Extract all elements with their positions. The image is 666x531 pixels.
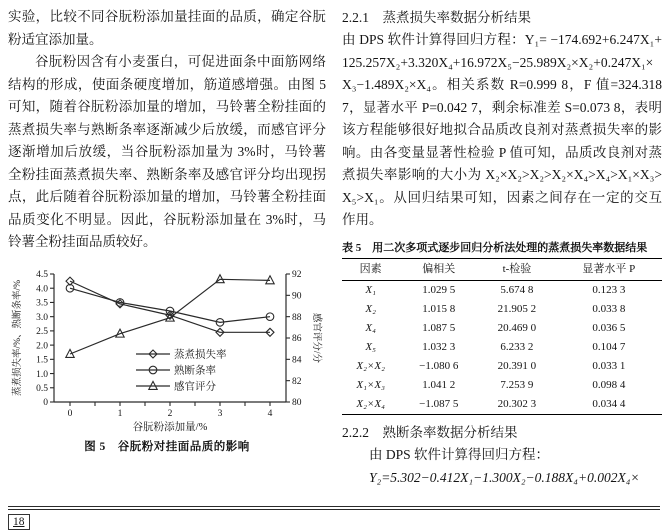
section-2-2-1-heading: 2.2.1 蒸煮损失率数据分析结果	[342, 10, 531, 25]
table-cell: 1.029 5	[422, 283, 456, 296]
svg-text:82: 82	[292, 376, 302, 387]
table-row	[342, 376, 662, 395]
svg-text:2.0: 2.0	[36, 340, 48, 351]
svg-text:1.0: 1.0	[36, 369, 48, 380]
table-cell: X₂×X₄	[356, 397, 385, 410]
table-row	[342, 357, 662, 376]
svg-text:88: 88	[292, 312, 302, 323]
left-column	[8, 6, 326, 531]
svg-text:3: 3	[217, 408, 223, 419]
table-row	[342, 300, 662, 319]
table-header-cell: 因素	[342, 258, 399, 280]
table-cell: 7.253 9	[500, 378, 534, 391]
paragraph-continued: 实验，比较不同谷朊粉添加量挂面的品质，确定谷朊粉适宜添加量。	[8, 9, 326, 47]
table-5-caption: 表 5 用二次多项式逐步回归分析法处理的蒸煮损失率数据结果	[342, 241, 648, 254]
equation-y2: Y₂=5.302−0.412X₁−1.300X₂−0.188X₄+0.002X₄×	[369, 470, 640, 485]
table-cell: −1.080 6	[419, 359, 459, 372]
table-cell: 0.034 4	[592, 397, 626, 410]
table-cell: −1.087 5	[419, 397, 459, 410]
section-2-2-2-heading: 2.2.2 熟断条率数据分析结果	[342, 424, 518, 440]
table-row	[342, 338, 662, 357]
table-cell: 0.123 3	[592, 283, 626, 296]
table-row	[342, 280, 662, 300]
table-cell: 1.032 3	[422, 340, 456, 353]
svg-text:3.5: 3.5	[36, 298, 48, 309]
svg-text:80: 80	[292, 397, 302, 408]
paragraph-gluten-discussion: 谷朊粉因含有小麦蛋白，可促进面条中面筋网络结构的形成，使面条硬度增加，筋道感增强。由图 5 可知，随着谷朊粉添加量的增加，马铃薯全粉挂面的蒸煮损失率与熟断条率逐渐减少后放缓，而感官评分逐渐增加后放缓，当谷朊粉添加量为 3%时，马铃薯全粉挂面蒸煮损失率、熟断条率及感官评分均出现拐点，此后随着谷朊粉添加量的增加，马铃薯全粉挂面品质变化不明显。因此，谷朊粉添加量在 3%时，马铃薯全粉挂面品质较好。	[8, 54, 326, 249]
svg-text:92: 92	[292, 269, 302, 280]
table-header-cell: t-检验	[478, 258, 555, 280]
table-cell: X₄	[365, 321, 376, 334]
table-cell: 20.469 0	[497, 321, 537, 334]
table-cell: 0.098 4	[592, 378, 626, 391]
table-cell: 0.033 8	[592, 302, 626, 315]
right-column	[342, 6, 662, 531]
figure-5	[8, 262, 326, 454]
table-header-cell: 显著水平 P	[556, 258, 662, 280]
svg-text:0: 0	[43, 397, 48, 408]
table-cell: 20.302 3	[497, 397, 537, 410]
table-5	[342, 258, 662, 415]
paragraph-regression-intro: 由 DPS 软件计算得回归方程：	[369, 446, 550, 462]
table-cell: 1.041 2	[422, 378, 456, 391]
figure-5-caption: 图 5 谷朊粉对挂面品质的影响	[84, 440, 250, 453]
svg-text:0: 0	[67, 408, 73, 419]
footer-rule	[8, 506, 660, 510]
svg-text:0.5: 0.5	[36, 383, 48, 394]
svg-text:蒸煮损失率: 蒸煮损失率	[174, 349, 227, 361]
figure-5-svg	[8, 262, 324, 434]
table-header-cell: 偏相关	[399, 258, 478, 280]
svg-text:4.5: 4.5	[36, 269, 48, 280]
page-number	[8, 514, 30, 530]
svg-text:熟断条率: 熟断条率	[174, 365, 216, 377]
table-cell: 0.033 1	[592, 359, 626, 372]
svg-text:谷朊粉添加量/%: 谷朊粉添加量/%	[132, 421, 208, 433]
svg-text:1: 1	[117, 408, 123, 419]
svg-text:90: 90	[292, 291, 302, 302]
svg-text:2: 2	[167, 408, 173, 419]
page-number-text: 18	[13, 516, 25, 528]
table-cell: 1.015 8	[422, 302, 456, 315]
table-cell: X₁	[365, 283, 376, 296]
table-cell: 6.233 2	[500, 340, 534, 353]
svg-text:84: 84	[292, 355, 302, 366]
table-cell: 5.674 8	[500, 283, 534, 296]
svg-text:感官评分/分: 感官评分/分	[311, 312, 321, 363]
table-cell: 21.905 2	[497, 302, 537, 315]
svg-text:4: 4	[267, 408, 273, 419]
svg-text:蒸煮损失率/%、熟断条率/%: 蒸煮损失率/%、熟断条率/%	[13, 279, 23, 396]
table-cell: X₂×X₂	[356, 359, 385, 372]
table-cell: 20.391 0	[497, 359, 537, 372]
table-cell: 1.087 5	[422, 321, 456, 334]
table-cell: 0.036 5	[592, 321, 626, 334]
table-cell: X₁×X₃	[356, 378, 385, 391]
table-cell: 0.104 7	[592, 340, 626, 353]
svg-text:感官评分: 感官评分	[174, 381, 216, 393]
table-cell: X₂	[365, 302, 376, 315]
figure-5-chart	[8, 262, 324, 434]
table-row	[342, 319, 662, 338]
table-row	[342, 395, 662, 415]
svg-text:86: 86	[292, 333, 302, 344]
svg-text:3.0: 3.0	[36, 312, 48, 323]
svg-text:1.5: 1.5	[36, 355, 48, 366]
table-cell: X₅	[365, 340, 376, 353]
table-header-row	[342, 258, 662, 280]
paragraph-regression-cooking-loss: 由 DPS 软件计算得回归方程：Y₁= −174.692+6.247X₁+125.257X₂+3.320X₄+16.972X₅−25.989X₂×X₂+0.247X₁×X₃−1.489X₂×X₄。相关系数 R=0.999 8，F 值=324.318 7，显著水平 P=0.042 7，剩余标准差 S=0.073 8，表明该方程能够很好地拟合品质改良剂对蒸煮损失率的影响。由各变量显著性检验 P 值可知，品质改良剂对蒸煮损失率影响的大小为 X₂×X₂>X₂>X₂×X₄>X₄>X₁×X₃>X₅>X₁。从回归结果可知，因素之间存在一定的交互作用。	[342, 32, 662, 227]
svg-text:4.0: 4.0	[36, 283, 48, 294]
svg-text:2.5: 2.5	[36, 326, 48, 337]
